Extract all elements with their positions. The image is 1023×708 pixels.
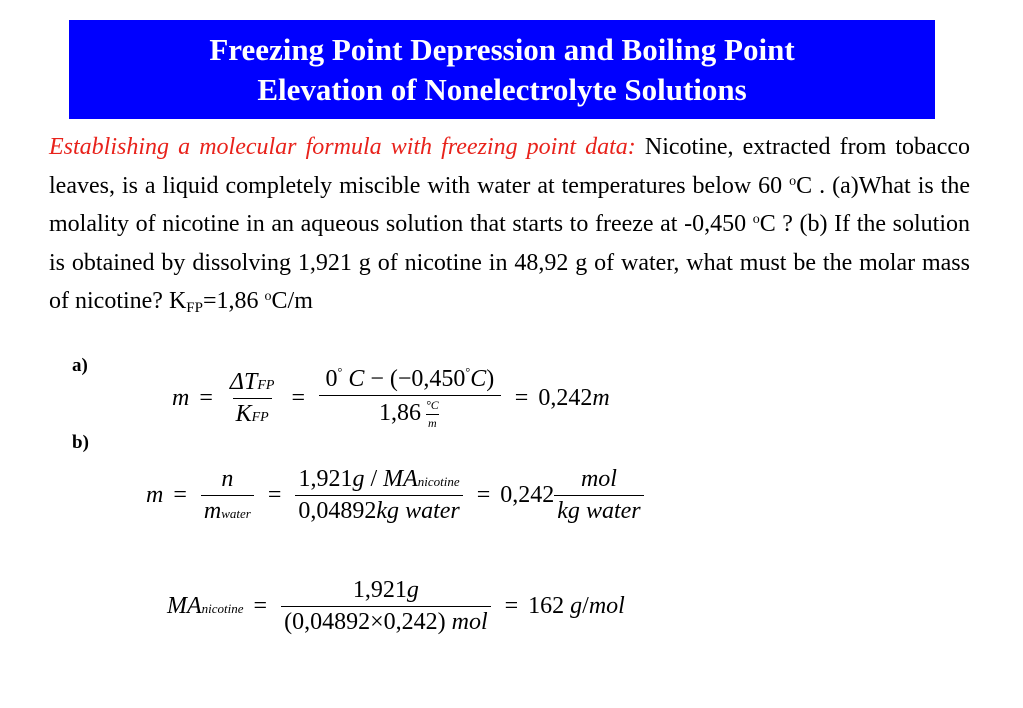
problem-text-1: Nicotine, extracted from tobacco leaves, is a liquid completely miscible with water at temperatures below 60 — [49, 134, 970, 199]
degree-sup-2: o — [752, 212, 760, 227]
eq-b1-water-sub: water — [221, 506, 251, 521]
degree-sup-3: o — [264, 289, 272, 304]
eq-b1-ma: MA — [383, 466, 418, 492]
part-a-label: a) — [72, 355, 88, 376]
equation-a — [172, 366, 610, 431]
eq-a-unit-num: °C — [425, 398, 439, 412]
eq-a-c-2: C — [470, 366, 487, 392]
eq-a-m: m — [172, 385, 190, 411]
eq-b1-frac-2 — [295, 466, 462, 525]
eq-a-fp-sub-1: FP — [257, 378, 275, 393]
eq-a-equals-2: = — [291, 385, 305, 411]
eq-a-equals-1: = — [199, 385, 213, 411]
eq-b1-frac-3 — [554, 466, 643, 525]
eq-a-den-value: 1,86 — [378, 400, 421, 427]
slide-title — [69, 20, 935, 119]
eq-b1-slash: / — [364, 466, 384, 492]
eq-a-result: 0,242 — [538, 385, 593, 411]
problem-lead: Establishing a molecular formula with freezing point data: — [49, 134, 636, 160]
eq-b2-g: g — [406, 577, 419, 603]
eq-b1-result: 0,242 — [500, 482, 555, 508]
problem-text-3: C ? (b) If the solution is obtained by dissolving 1,921 g of nicotine in 48,92 g of water, what must be the molar mass of nicotine? K — [49, 211, 971, 314]
eq-b1-kg2: kg — [557, 498, 580, 524]
eq-b1-water2: water — [585, 498, 641, 524]
eq-a-equals-3: = — [514, 385, 529, 411]
problem-text-4: =1,86 — [202, 288, 265, 314]
eq-b2-slash: / — [582, 593, 589, 619]
eq-a-close: ) — [486, 366, 495, 392]
eq-b2-den: (0,04892×0,242) — [284, 609, 446, 635]
eq-b2-frac — [281, 577, 491, 636]
eq-b1-m: m — [146, 482, 164, 508]
degree-sup-1: o — [789, 173, 797, 189]
equation-b2: MAnicotine = $\frac{1,921g}{\text{(0,04892×0,242) mol}}$ = 162 g / mol — [167, 577, 625, 635]
eq-a-unit-frac — [424, 398, 441, 431]
eq-a-fp-sub-2: FP — [251, 410, 269, 425]
eq-b2-num: 1,921 — [352, 577, 407, 603]
eq-a-deg-1: ° — [337, 365, 343, 379]
problem-text-5: C/m — [271, 288, 313, 314]
eq-b1-water: water — [405, 498, 460, 524]
equation-b1: m = $\frac{n}{\text{mwater}}$ = $\frac{\text{1,921g / MAnicotine}}{\text{0,04892kg water}}$ = 0,242 $\frac{\text{mol}}{\text{kg water}}$ — [146, 466, 648, 525]
problem-text-2: C . (a)What is the molality of nicotine in an aqueous solution that starts to freeze at -0,450 — [49, 172, 970, 237]
eq-a-result-unit: m — [592, 385, 610, 411]
eq-b1-nicotine-sub: nicotine — [417, 474, 460, 489]
eq-b1-kg: kg — [376, 498, 400, 524]
eq-b2-mol2: mol — [588, 593, 625, 619]
eq-a-frac-1 — [227, 369, 278, 428]
title-line-2: Elevation of Nonelectrolyte Solutions — [257, 71, 747, 107]
eq-b1-mol: mol — [580, 466, 617, 492]
problem-statement — [49, 128, 970, 321]
eq-b2-ma: MA — [167, 593, 202, 619]
eq-a-k: K — [235, 401, 252, 427]
eq-b1-den: 0,04892 — [298, 498, 377, 524]
eq-a-frac-2 — [319, 366, 501, 431]
eq-b1-num: 1,921 — [298, 466, 353, 492]
eq-b2-result: 162 — [528, 593, 565, 619]
eq-b1-frac-1 — [201, 466, 254, 525]
eq-b2-nicotine-sub: nicotine — [201, 601, 244, 616]
title-line-1: Freezing Point Depression and Boiling Point — [209, 31, 795, 67]
eq-a-zero: 0 — [325, 366, 338, 392]
eq-b2-mol: mol — [451, 609, 488, 635]
kfp-subscript: FP — [186, 300, 203, 316]
eq-a-unit-den: m — [428, 416, 437, 430]
eq-b1-g: g — [352, 466, 365, 492]
part-b-label: b) — [72, 432, 89, 453]
eq-a-delta-t: ΔT — [229, 369, 258, 395]
eq-a-minus-paren: − (−0,450 — [364, 366, 466, 392]
eq-a-deg-2: ° — [465, 365, 471, 379]
eq-b2-g2: g — [570, 593, 583, 619]
eq-a-c-1: C — [348, 366, 365, 392]
eq-b1-m-water: m — [203, 498, 222, 524]
eq-b1-n: n — [221, 466, 234, 492]
